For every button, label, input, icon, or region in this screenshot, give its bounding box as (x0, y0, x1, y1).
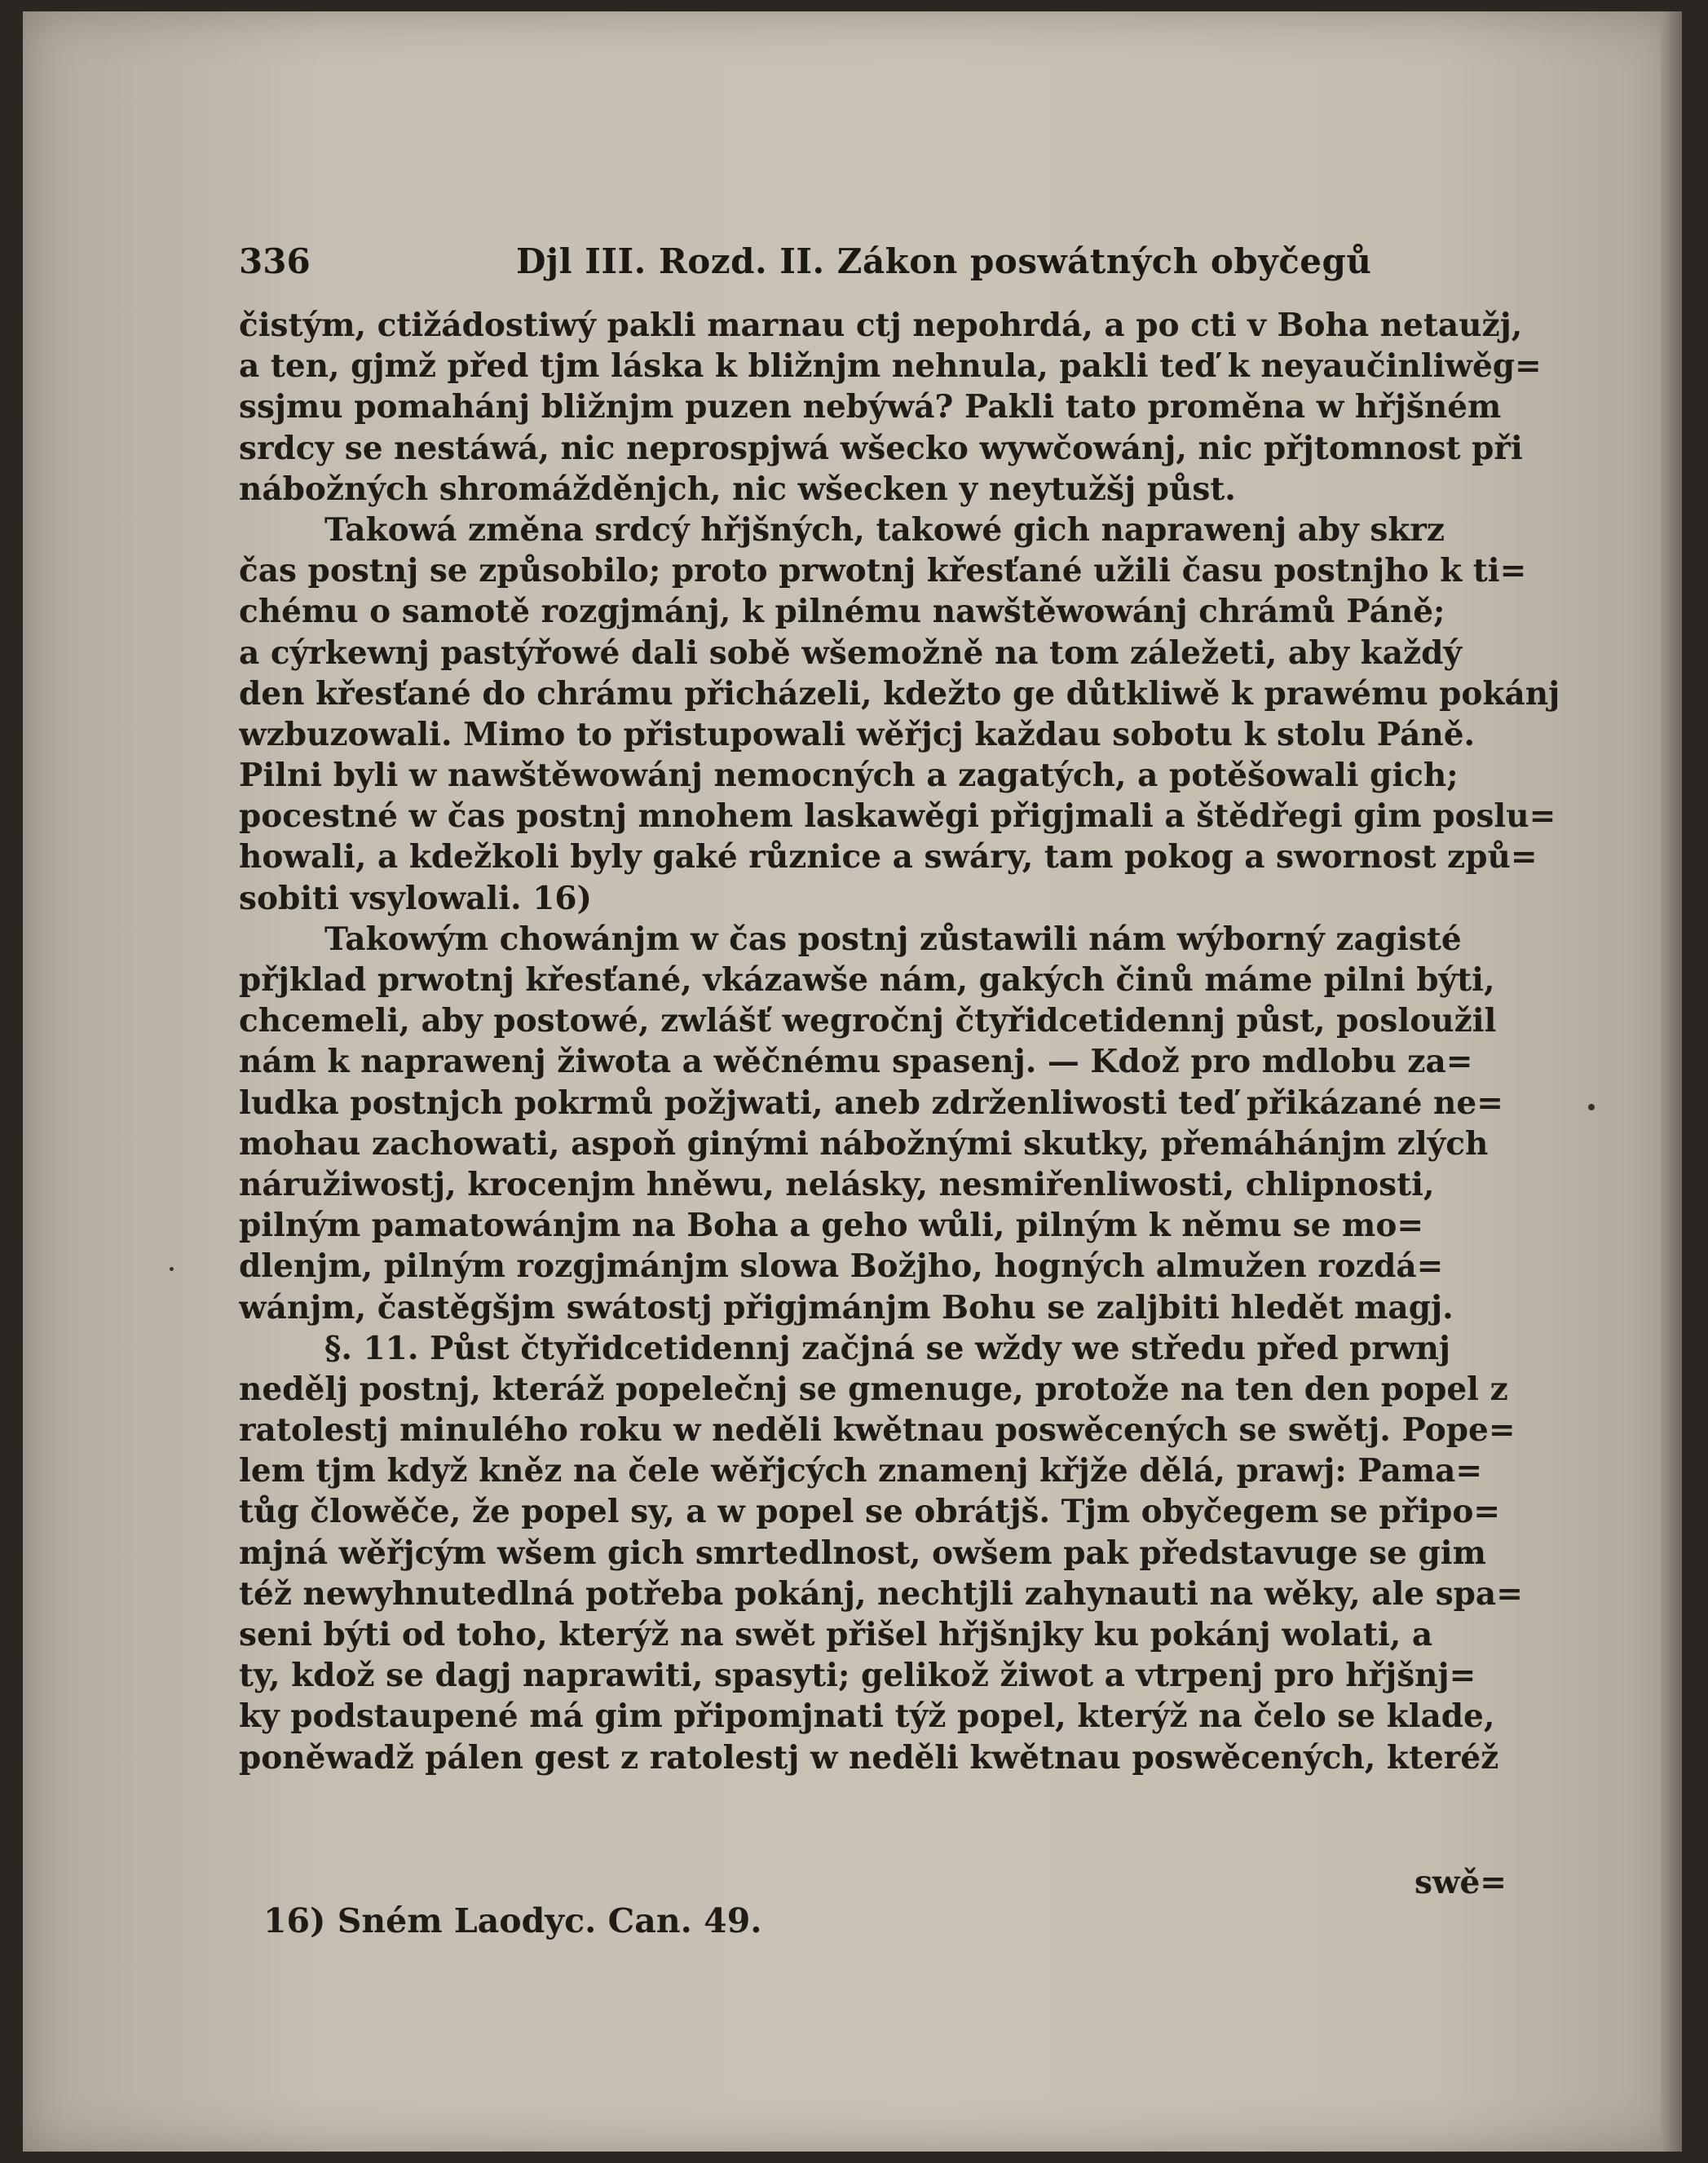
text-line: den křesťané do chrámu přicházeli, kdežto ge důtkliwě k prawému pokánj (239, 674, 1560, 713)
page-number: 336 (239, 241, 311, 281)
text-line: pocestné w čas postnj mnohem laskawěgi přigjmali a štědřegi gim poslu= (239, 797, 1556, 836)
text-line: dlenjm, pilným rozgjmánjm slowa Božjho, hogných almužen rozdá= (239, 1247, 1444, 1286)
text-line: chcemeli, aby postowé, zwlášť wegročnj čtyřidcetidennj půst, posloužil (239, 1002, 1497, 1040)
text-line: Takowá změna srdcý hřjšných, takowé gich naprawenj aby skrz (324, 510, 1445, 549)
text-line: Pilni byli w nawštěwowánj nemocných a zagatých, a potěšowali gich; (239, 757, 1459, 795)
text-line: wzbuzowali. Mimo to přistupowali wěřjcj každau sobotu k stolu Páně. (239, 715, 1476, 753)
text-line: pilným pamatowánjm na Boha a geho wůli, pilným k němu se mo= (239, 1207, 1424, 1245)
running-title: Djl III. Rozd. II. Zákon poswátných obyčegů (516, 241, 1372, 281)
text-line: ty, kdož se dagj naprawiti, spasyti; gelikož žiwot a vtrpenj pro hřjšnj= (239, 1657, 1476, 1695)
text-line: tůg člowěče, že popel sy, a w popel se obrátjš. Tjm obyčegem se připo= (239, 1493, 1501, 1531)
text-line: čistým, ctižádostiwý pakli marnau ctj nepohrdá, a po cti v Boha netaužj, (239, 307, 1523, 344)
text-line: ludka postnjch pokrmů požjwati, aneb zdrženliwosti teď přikázané ne= (239, 1084, 1503, 1122)
paper-speck (170, 1267, 174, 1271)
text-line: sobiti vsylowali. 16) (239, 879, 592, 917)
text-line: wánjm, častěgšjm swátostj přigjmánjm Bohu se zaljbiti hledět magj. (239, 1288, 1454, 1326)
body-text (239, 305, 1592, 1778)
text-line: srdcy se nestáwá, nic neprospjwá wšecko wywčowánj, nic přjtomnost při (239, 429, 1523, 467)
running-header (239, 241, 1372, 290)
text-line: a ten, gjmž před tjm láska k bližnjm nehnula, pakli teď k neyaučinliwěg= (239, 347, 1542, 386)
footnote: 16) Sném Laodyc. Can. 49. (263, 1901, 762, 1940)
text-line: nábožných shromážděnjch, nic wšecken y neytužšj půst. (239, 470, 1236, 508)
text-line: chému o samotě rozgjmánj, k pilnému nawštěwowánj chrámů Páně; (239, 593, 1445, 631)
text-line: Takowým chowánjm w čas postnj zůstawili nám wýborný zagisté (324, 920, 1462, 958)
catchword: swě= (1414, 1864, 1507, 1901)
text-line: a cýrkewnj pastýřowé dali sobě wšemožně na tom záležeti, aby každý (239, 633, 1463, 672)
text-line: howali, a kdežkoli byly gaké různice a swáry, tam pokog a swornost způ= (239, 838, 1538, 876)
text-line: náružiwostj, krocenjm hněwu, nelásky, nesmiřenliwosti, chlipnosti, (239, 1165, 1435, 1203)
text-line: ratolestj minulého roku w neděli kwětnau poswěcených se swětj. Pope= (239, 1411, 1516, 1450)
text-line: ky podstaupené má gim připomjnati týž popel, kterýž na čelo se klade, (239, 1697, 1495, 1736)
text-line: ssjmu pomahánj bližnjm puzen nebýwá? Pakli tato proměna w hřjšném (239, 388, 1502, 426)
text-line: přjklad prwotnj křesťané, vkázawše nám, gakých činů máme pilni býti, (239, 961, 1495, 999)
paper-speck (1588, 1104, 1595, 1110)
text-line: čas postnj se způsobilo; proto prwotnj křesťané užili času postnjho k ti= (239, 552, 1527, 590)
text-line: seni býti od toho, kterýž na swět přišel hřjšnjky ku pokánj wolati, a (239, 1616, 1433, 1653)
text-line: nedělj postnj, kteráž popelečnj se gmenuge, protože na ten den popel z (239, 1370, 1508, 1408)
text-line: mjná wěřjcým wšem gich smrtedlnost, owšem pak představuge se gim (239, 1534, 1486, 1572)
text-line: nám k naprawenj žiwota a wěčnému spasenj. — Kdož pro mdlobu za= (239, 1043, 1473, 1081)
book-page (23, 11, 1682, 2152)
text-line: lem tjm když kněz na čele wěřjcých znamenj křjže dělá, prawj: Pama= (239, 1452, 1483, 1490)
text-line: též newyhnutedlná potřeba pokánj, nechtjli zahynauti na wěky, ale spa= (239, 1574, 1523, 1613)
page-gutter (1661, 11, 1682, 2152)
text-line: §. 11. Půst čtyřidcetidennj začjná se wždy we středu před prwnj (324, 1329, 1451, 1367)
text-line: mohau zachowati, aspoň ginými nábožnými skutky, přemáhánjm zlých (239, 1124, 1489, 1163)
text-line: poněwadž pálen gest z ratolestj w neděli kwětnau poswěcených, kteréž (239, 1738, 1499, 1777)
